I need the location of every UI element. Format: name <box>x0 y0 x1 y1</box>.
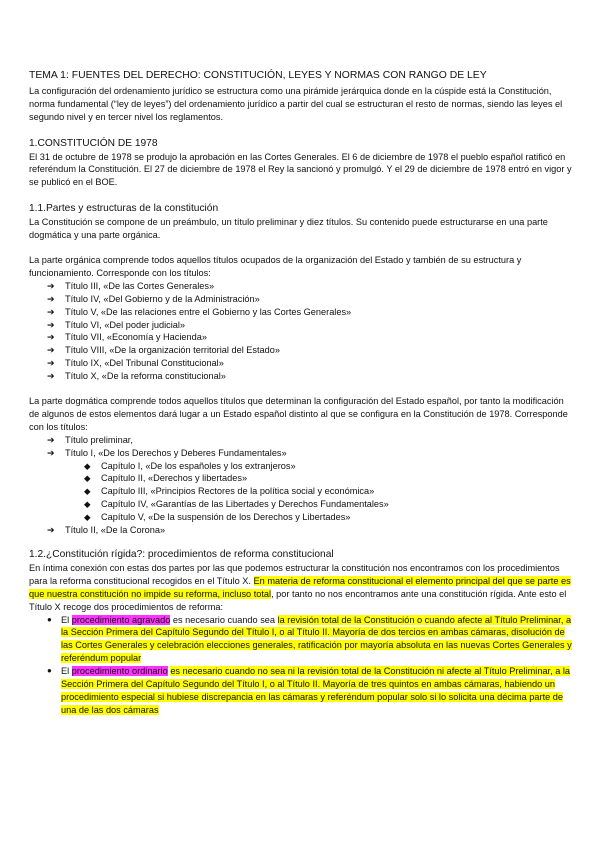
diamond-bullet-icon: ◆ <box>84 499 91 510</box>
reforma-procedures-list <box>29 614 574 717</box>
diamond-bullet-icon: ◆ <box>84 473 91 484</box>
parte-organica-paragraph: La parte orgánica comprende todos aquellos títulos ocupados de la organización del Estado y también de su estructura y funcionamiento. Corresponde con los títulos: <box>29 254 522 278</box>
list-item: ➔ Título IV, «Del Gobierno y de la Administración» <box>47 293 260 304</box>
list-item: ➔ Título V, «De las relaciones entre el Gobierno y las Cortes Generales» <box>47 306 352 317</box>
arrow-bullet-icon: ➔ <box>47 306 55 317</box>
arrow-bullet-icon: ➔ <box>47 371 55 382</box>
list-item: ◆ Capítulo III, «Principios Rectores de la política social y económica» <box>84 486 375 497</box>
document-title: TEMA 1: FUENTES DEL DERECHO: CONSTITUCIÓN, LEYES Y NORMAS CON RANGO DE LEY <box>29 70 487 81</box>
arrow-bullet-icon: ➔ <box>47 525 55 536</box>
section-1-2-paragraph: En íntima conexión con estas dos partes por las que podemos estructurar la constitución nos encontramos con los procedimientos para la reforma constitucional recogidos en el Título X. En materia de reforma constitucional el elemento principal del que se parte es que nuestra constitución no impide su reforma, incluso total, por tanto no nos encontramos ante una constitución rígida. Ante esto el Título X recoge dos procedimientos de reforma: <box>29 562 571 612</box>
arrow-bullet-icon: ➔ <box>47 280 55 291</box>
highlighted-term: procedimiento agravado <box>71 614 171 625</box>
arrow-bullet-icon: ➔ <box>47 447 55 458</box>
parte-dogmatica-paragraph: La parte dogmática comprende todos aquellos títulos que determinan la configuración del Estado español, por tanto la modificación de algunos de estos elementos dará lugar a un Estado español distinto al que se configura en la Constitución de 1978. Corresponde con los títulos: <box>29 396 568 432</box>
list-item: ◆ Capítulo IV, «Garantías de las Libertades y Derechos Fundamentales» <box>84 499 389 510</box>
parte-dogmatica-list-end <box>29 524 574 537</box>
list-item: ◆ Capítulo I, «De los españoles y los extranjeros» <box>84 460 296 471</box>
dot-bullet-icon: ● <box>47 666 52 676</box>
list-item: ◆ Capítulo V, «De la suspensión de los Derechos y Libertades» <box>84 512 351 523</box>
intro-paragraph: La configuración del ordenamiento jurídico se estructura como una pirámide jerárquica donde en la cúspide está la Constitución, norma fundamental (“ley de leyes”) del ordenamiento jurídico a partir del cual se estructuran el resto de normas, siendo las leyes el segundo nivel y en tercer nivel los reglamentos. <box>29 85 563 122</box>
list-item: ◆ Capítulo II, «Derechos y libertades» <box>84 473 248 484</box>
highlighted-term: procedimiento ordinario <box>71 666 168 677</box>
section-1-heading: 1.CONSTITUCIÓN DE 1978 <box>29 137 158 149</box>
arrow-bullet-icon: ➔ <box>47 319 55 330</box>
arrow-bullet-icon: ➔ <box>47 358 55 369</box>
list-item: ➔ Título I, «De los Derechos y Deberes Fundamentales» <box>47 447 287 458</box>
diamond-bullet-icon: ◆ <box>84 486 91 497</box>
section-1-1-heading: 1.1.Partes y estructuras de la constitución <box>29 203 219 215</box>
arrow-bullet-icon: ➔ <box>47 434 55 445</box>
highlighted-text: la revisión total de la Constitución o cuando afecte al Título Preliminar, a la Sección Primera del Capítulo Segundo del Título I, o al Título II. Mayoría de dos tercios en ambas cámaras, disolución de las Cortes Generales y celebración elecciones generales, ratificación por mayoría absoluta en las nuevas Cortes Generales y referéndum popular <box>61 614 572 664</box>
list-item: ➔ Título VIII, «De la organización territorial del Estado» <box>47 345 280 356</box>
parte-dogmatica-list <box>29 434 574 460</box>
list-item: ➔ Título VII, «Economía y Hacienda» <box>47 332 207 343</box>
arrow-bullet-icon: ➔ <box>47 293 55 304</box>
section-1-1-text: La Constitución se compone de un preámbulo, un título preliminar y diez títulos. Su contenido puede estructurarse en una parte dogmática y una parte orgánica. <box>29 217 548 241</box>
dot-bullet-icon: ● <box>47 614 52 624</box>
section-1-2-heading: 1.2.¿Constitución rígida?: procedimientos de reforma constitucional <box>29 549 334 560</box>
section-1-text: El 31 de octubre de 1978 se produjo la aprobación en las Cortes Generales. El 6 de diciembre de 1978 el pueblo español ratificó en referéndum la Constitución. El 27 de diciembre de 1978 el Rey la sancionó y promulgó. Y el 29 de diciembre de 1978 entró en vigor y se publicó en el BOE. <box>29 151 572 188</box>
list-item: ➔ Título III, «De las Cortes Generales» <box>47 280 215 291</box>
arrow-bullet-icon: ➔ <box>47 345 55 356</box>
list-item: ● El procedimiento agravado es necesario cuando sea la revisión total de la Constitución o cuando afecte al Título Preliminar, a la Sección Primera del Capítulo Segundo del Título I, o al Título II. Mayoría de dos tercios en ambas cámaras, disolución de las Cortes Generales y celebración elecciones generales, ratificación por mayoría absoluta en las nuevas Cortes Generales y referéndum popular <box>47 614 572 664</box>
highlighted-text: En materia de reforma constitucional el elemento principal del que se parte es que nuestra constitución no impide su reforma, incluso total <box>29 575 571 599</box>
highlighted-text: es necesario cuando no sea ni la revisión total de la Constitución ni afecte al Título Preliminar, a la Sección Primera del Capítulo Segundo del Título I, o al Título II. Mayoría de tres quintos en ambas cámaras, habiendo un procedimiento especial si hubiese discrepancia en las cámaras y referéndum popular solo si lo solicita una décima parte de una de las dos cámaras <box>61 666 571 715</box>
diamond-bullet-icon: ◆ <box>84 512 91 523</box>
list-item: ➔ Título II, «De la Corona» <box>47 525 166 536</box>
list-item: ➔ Título X, «De la reforma constitucional» <box>47 371 226 382</box>
parte-organica-list <box>29 280 574 383</box>
diamond-bullet-icon: ◆ <box>84 460 91 471</box>
list-item: ➔ Título preliminar, <box>47 434 133 445</box>
list-item: ➔ Título VI, «Del poder judicial» <box>47 319 186 330</box>
list-item: ➔ Título IX, «Del Tribunal Constitucional» <box>47 358 224 369</box>
arrow-bullet-icon: ➔ <box>47 332 55 343</box>
list-item: ● El procedimiento ordinario es necesario cuando no sea ni la revisión total de la Constitución ni afecte al Título Preliminar, a la Sección Primera del Capítulo Segundo del Título I, o al Título II. Mayoría de tres quintos en ambas cámaras, habiendo un procedimiento especial si hubiese discrepancia en las cámaras y referéndum popular solo si lo solicita una décima parte de una de las dos cámaras <box>47 666 571 715</box>
capitulos-list <box>29 460 574 525</box>
document-page <box>29 70 574 717</box>
